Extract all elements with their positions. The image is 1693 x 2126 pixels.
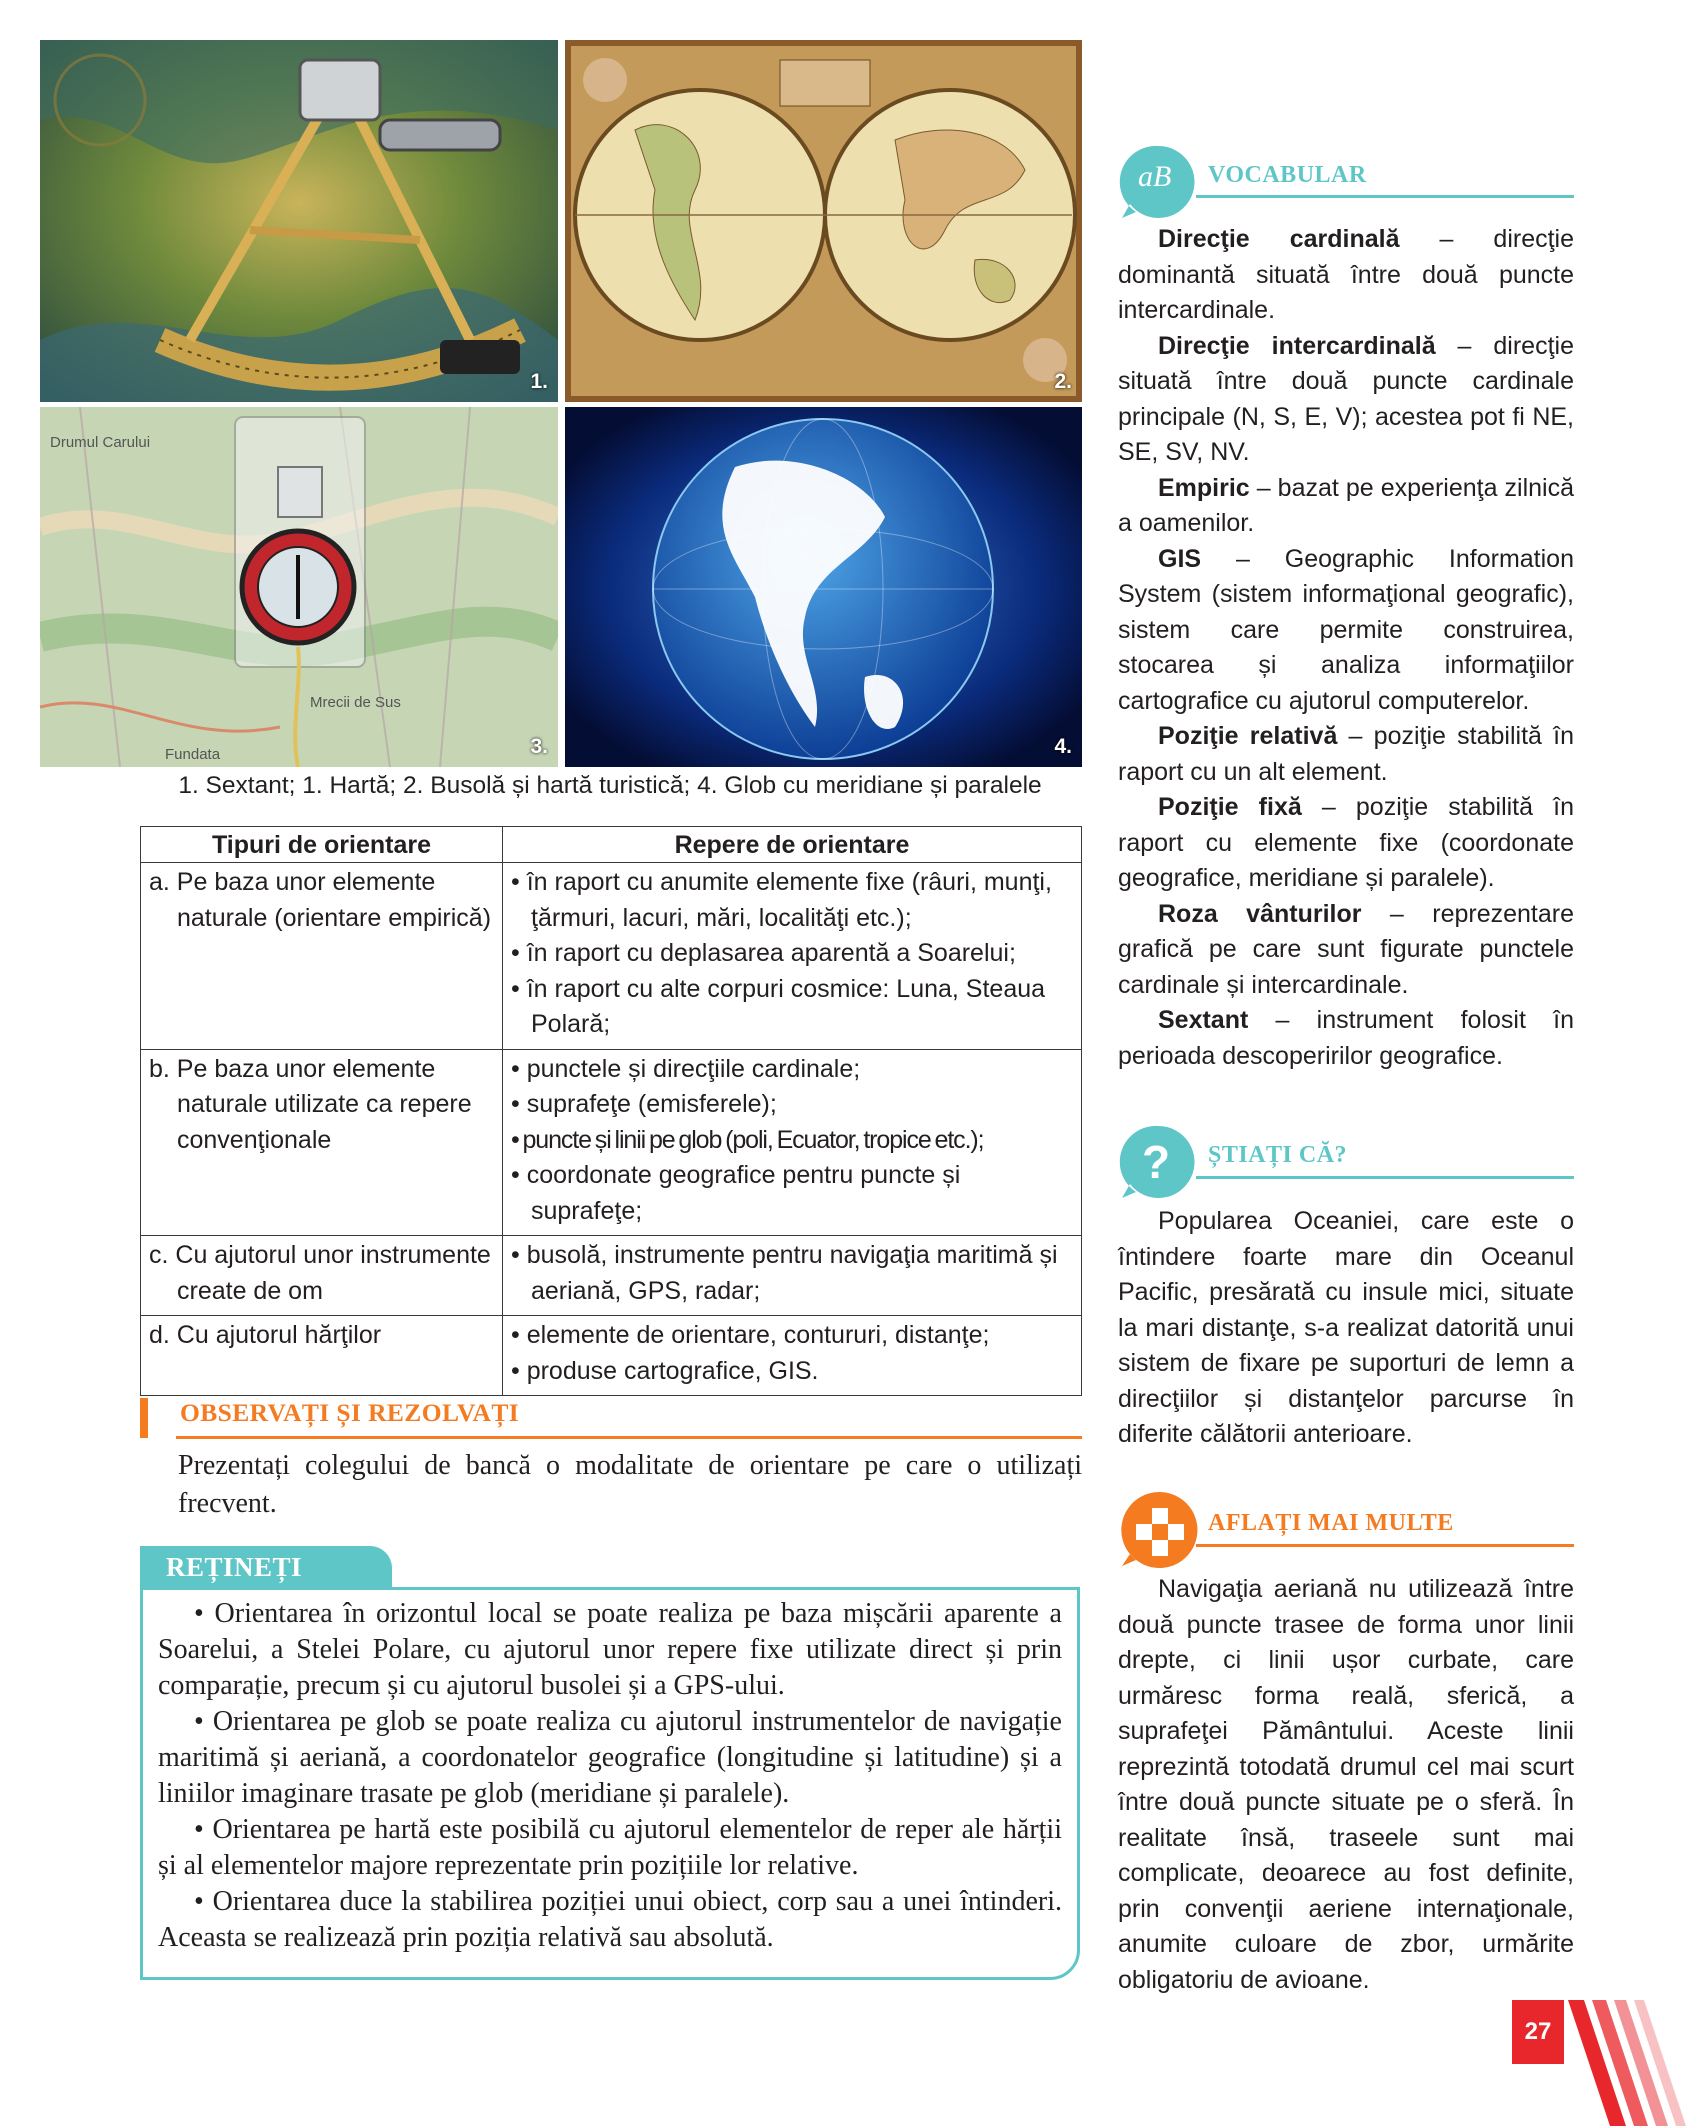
map-label: Drumul Carului xyxy=(50,434,151,451)
globe-icon xyxy=(565,407,1082,767)
stiati-title: ȘTIAȚI CĂ? xyxy=(1208,1142,1348,1168)
vocabulary-entry xyxy=(1118,222,1574,329)
orientation-item: • busolă, instrumente pentru navigaţia maritimă și aeriană, GPS, radar; xyxy=(511,1241,1058,1305)
table-row xyxy=(141,1049,1082,1236)
orientation-type: a. Pe baza unor elemente naturale (orientare empirică) xyxy=(149,868,492,932)
question-icon-text: ? xyxy=(1142,1136,1171,1188)
retineti-paragraph: • Orientarea pe hartă este posibilă cu ajutorul elementelor de reper ale hărții și al elementelor majore reprezentate prin pozițiile lor relative. xyxy=(158,1814,1062,1881)
stiati-divider xyxy=(1196,1176,1574,1179)
question-icon xyxy=(1118,1122,1198,1202)
retineti-text xyxy=(158,1596,1062,1956)
vocabulary-divider xyxy=(1196,195,1574,198)
table-header: Repere de orientare xyxy=(503,827,1082,863)
aflati-text: Navigaţia aeriană nu utilizează între două puncte trasee de forma unor linii drepte, ci linii ușor curbate, care urmăresc forma reală, sferică, a suprafeţei Pământului. Aceste linii reprezintă totodată drumul cel mai scurt între două puncte situate pe o sferă. În realitate însă, traseele sunt mai complicate, deoarece au fost definite, prin convenţii aeriene internaţionale, anumite culoare de zbor, urmărite obligatoriu de avioane. xyxy=(1118,1575,1574,1994)
vocabulary-term: Poziţie relativă xyxy=(1158,722,1338,750)
observati-title: OBSERVAȚI ȘI REZOLVAȚI xyxy=(180,1398,520,1427)
retineti-paragraph: • Orientarea în orizontul local se poate realiza pe baza mișcării aparente a Soarelui, a Stelei Polare, cu ajutorul unor repere fixe utilizate direct și prin comparație, precum și cu ajutorul busolei și a GPS-ului. xyxy=(158,1598,1062,1701)
aflati-divider xyxy=(1196,1544,1574,1547)
vocabulary-definition: – bazat pe experienţa zilnică a oamenilor. xyxy=(1118,473,1574,537)
vocabulary-entry xyxy=(1118,471,1574,542)
vocabulary-definition: – direcţie dominantă situată între două puncte intercardinale. xyxy=(1118,225,1575,324)
orientation-table xyxy=(140,826,1082,1396)
vocabulary-icon xyxy=(1118,142,1198,222)
observati-marker xyxy=(140,1398,148,1438)
table-row xyxy=(141,863,1082,1050)
vocabulary-definition: – poziţie stabilită în raport cu un alt element. xyxy=(1118,722,1574,786)
vocabulary-term: Direcţie cardinală xyxy=(1158,225,1400,253)
photo-caption: 1. Sextant; 1. Hartă; 2. Busolă și hartă turistică; 4. Glob cu meridiane și paralele xyxy=(178,772,1042,799)
table-row xyxy=(141,1316,1082,1396)
vocabulary-term: Empiric xyxy=(1158,473,1250,502)
page-corner-stripes xyxy=(1566,2000,1693,2126)
vocabulary-definition: – Geographic Information System (sistem informaţional geografic), sistem care permite construirea, stocarea și analiza informaţiilor cartografice cu ajutorul computerelor. xyxy=(1118,544,1574,715)
vocabulary-entry xyxy=(1118,719,1574,790)
orientation-item: • în raport cu deplasarea aparentă a Soarelui; xyxy=(511,939,1016,967)
observati-text: Prezentați colegului de bancă o modalitate de orientare pe care o utilizați frecvent. xyxy=(178,1450,1082,1519)
sextant-icon xyxy=(40,40,558,402)
orientation-item: • suprafeţe (emisferele); xyxy=(511,1090,777,1118)
photo-number: 3. xyxy=(530,735,548,758)
orientation-type: b. Pe baza unor elemente naturale utilizate ca repere convenţionale xyxy=(149,1054,472,1154)
table-header: Tipuri de orientare xyxy=(141,827,503,863)
orientation-type: d. Cu ajutorul hărţilor xyxy=(149,1321,382,1349)
table-header-row xyxy=(141,827,1082,863)
stiati-text-block xyxy=(1118,1204,1574,1453)
vocabulary-term: GIS xyxy=(1158,544,1202,573)
page-number: 27 xyxy=(1512,2000,1564,2064)
photo-sextant xyxy=(40,40,558,402)
old-world-map-icon xyxy=(565,40,1082,402)
photo-globe xyxy=(565,407,1082,767)
vocabulary-entry xyxy=(1118,1003,1574,1074)
vocabulary-entry xyxy=(1118,897,1574,1004)
vocabulary-definition: – instrument folosit în perioada descoperirilor geografice. xyxy=(1118,1006,1574,1070)
photo-compass-map xyxy=(40,407,558,767)
vocabulary-title: VOCABULAR xyxy=(1208,162,1367,188)
observati-divider xyxy=(176,1436,1082,1439)
orientation-item: • puncte și linii pe glob (poli, Ecuator, tropice etc.); xyxy=(511,1125,984,1154)
orientation-item: • coordonate geografice pentru puncte și suprafeţe; xyxy=(511,1161,961,1225)
photo-number: 4. xyxy=(1054,735,1072,758)
vocabulary-term: Poziţie fixă xyxy=(1158,793,1302,821)
aflati-title: AFLAȚI MAI MULTE xyxy=(1208,1510,1454,1536)
vocabulary-list xyxy=(1118,222,1574,1074)
table-row xyxy=(141,1236,1082,1316)
orientation-item: • în raport cu anumite elemente fixe (râuri, munţi, ţărmuri, lacuri, mări, localităţi etc.); xyxy=(511,868,1052,932)
vocabulary-term: Sextant xyxy=(1158,1006,1249,1034)
orientation-item: • produse cartografice, GIS. xyxy=(511,1356,819,1385)
map-label: Fundata xyxy=(165,746,221,763)
stiati-text: Popularea Oceaniei, care este o întindere foarte mare din Oceanul Pacific, presărată cu insule mici, situate la mari distanţe, s-a realizat datorită unui sistem de fixare pe suporturi de lemn a direcţiilor și distanţelor parcurse în diferite călătorii anterioare. xyxy=(1118,1207,1574,1448)
vocabulary-definition: – direcţie situată între două puncte cardinale principale (N, S, E, V); acestea pot fi NE, SE, SV, NV. xyxy=(1118,331,1574,466)
vocabulary-definition: – poziţie stabilită în raport cu elemente fixe (coordonate geografice, meridiane și paralele). xyxy=(1118,793,1574,892)
orientation-type: c. Cu ajutorul unor instrumente create de om xyxy=(149,1241,491,1305)
puzzle-icon xyxy=(1118,1488,1202,1570)
vocabulary-entry xyxy=(1118,542,1574,720)
photo-number: 2. xyxy=(1054,370,1072,393)
vocabulary-term: Direcţie intercardinală xyxy=(1158,331,1436,360)
vocabulary-entry xyxy=(1118,790,1574,897)
vocabulary-entry xyxy=(1118,329,1574,471)
orientation-item: • elemente de orientare, contururi, distanţe; xyxy=(511,1321,990,1349)
retineti-paragraph: • Orientarea duce la stabilirea poziției unui obiect, corp sau a unei întinderi. Aceasta se realizează prin poziția relativă sau absolută. xyxy=(158,1886,1062,1953)
vocabulary-icon-text: aB xyxy=(1138,160,1172,193)
map-label: Mrecii de Sus xyxy=(310,694,401,711)
photo-old-map xyxy=(565,40,1082,402)
photo-number: 1. xyxy=(530,370,548,393)
compass-icon xyxy=(40,407,558,767)
retineti-title: REȚINEȚI xyxy=(166,1552,303,1582)
vocabulary-term: Roza vânturilor xyxy=(1158,899,1362,928)
orientation-item: • punctele și direcţiile cardinale; xyxy=(511,1054,861,1083)
aflati-text-block xyxy=(1118,1572,1574,1998)
orientation-item: • în raport cu alte corpuri cosmice: Luna, Steaua Polară; xyxy=(511,974,1046,1038)
retineti-paragraph: • Orientarea pe glob se poate realiza cu ajutorul instrumentelor de navigație maritimă și aeriană, a coordonatelor geografice (longitudine și latitudine) și a liniilor imaginare trasate pe glob (meridiane și paralele). xyxy=(158,1706,1062,1809)
vocabulary-definition: – reprezentare grafică pe care sunt figurate punctele cardinale și intercardinale. xyxy=(1118,899,1574,999)
